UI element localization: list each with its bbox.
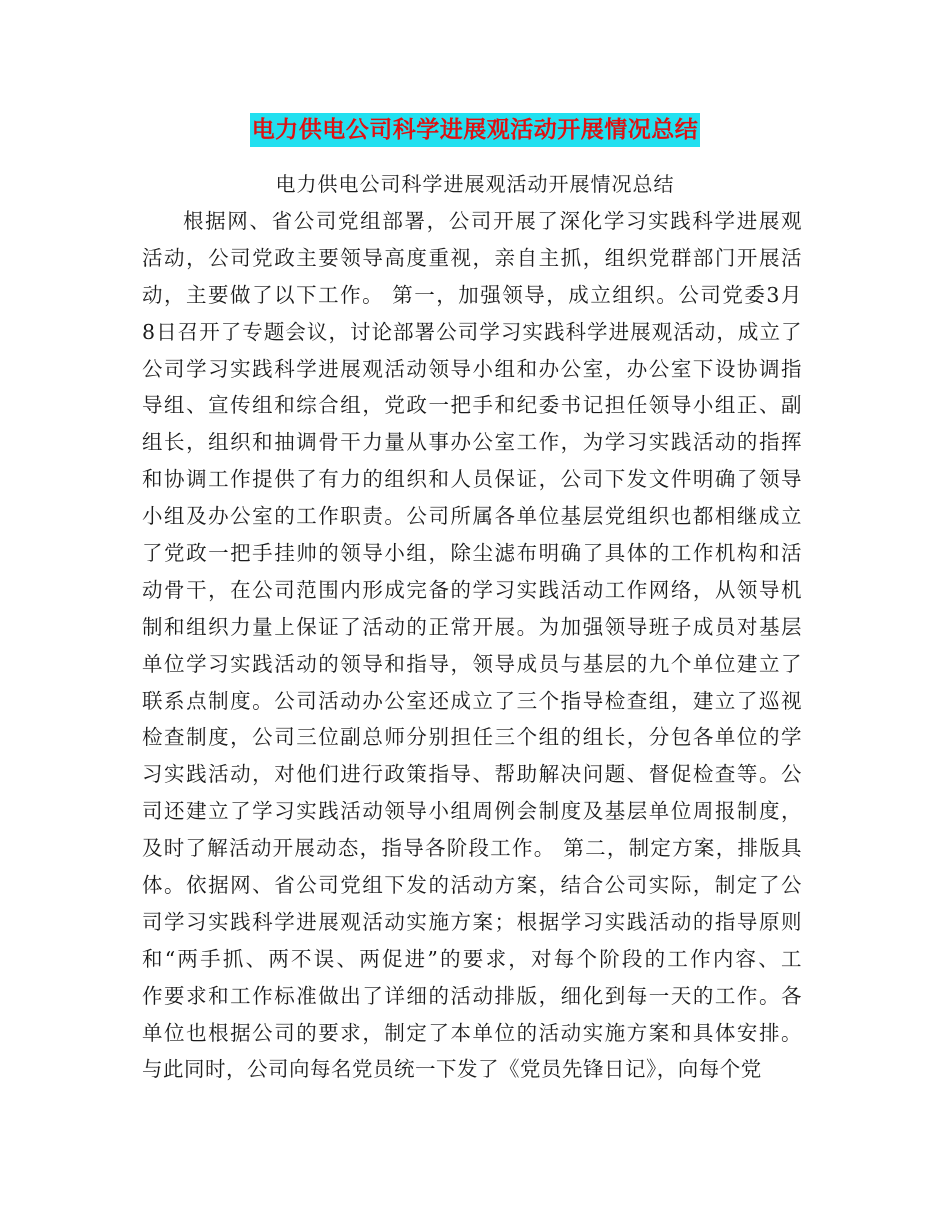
body-line: 单位学习实践活动的领导和指导，领导成员与基层的九个单位建立了 (142, 651, 802, 676)
body-line: 了党政一把手挂帅的领导小组，除尘滤布明确了具体的工作机构和活 (142, 541, 802, 566)
document-title: 电力供电公司科学进展观活动开展情况总结 (250, 113, 701, 147)
body-line: 公司学习实践科学进展观活动领导小组和办公室，办公室下设协调指 (142, 356, 802, 381)
body-line: 体。依据网、省公司党组下发的活动方案，结合公司实际，制定了公 (142, 873, 802, 898)
body-line: 组长，组织和抽调骨干力量从事办公室工作，为学习实践活动的指挥 (142, 430, 802, 455)
body-line: 8日召开了专题会议，讨论部署公司学习实践科学进展观活动，成立了 (142, 319, 802, 344)
body-line: 与此同时，公司向每名党员统一下发了《党员先锋日记》，向每个党 (142, 1057, 762, 1082)
body-line: 动骨干，在公司范围内形成完备的学习实践活动工作网络，从领导机 (142, 577, 802, 602)
body-line: 根据网、省公司党组部署，公司开展了深化学习实践科学进展观 (183, 209, 802, 233)
document-subtitle: 电力供电公司科学进展观活动开展情况总结 (275, 172, 675, 196)
body-line: 司还建立了学习实践活动领导小组周例会制度及基层单位周报制度， (142, 799, 802, 824)
body-line: 检查制度，公司三位副总师分别担任三个组的组长，分包各单位的学 (142, 725, 802, 750)
document-body (142, 203, 802, 1088)
body-line: 单位也根据公司的要求，制定了本单位的活动实施方案和具体安排。 (142, 1020, 802, 1045)
body-line: 司学习实践科学进展观活动实施方案；根据学习实践活动的指导原则 (142, 909, 802, 934)
body-line: 动，主要做了以下工作。 第一，加强领导，成立组织。公司党委3月 (142, 282, 802, 307)
body-line: 导组、宣传组和综合组，党政一把手和纪委书记担任领导小组正、副 (142, 393, 802, 418)
body-line: 小组及办公室的工作职责。公司所属各单位基层党组织也都相继成立 (142, 504, 802, 529)
body-line: 制和组织力量上保证了活动的正常开展。为加强领导班子成员对基层 (142, 614, 802, 639)
body-line: 和协调工作提供了有力的组织和人员保证，公司下发文件明确了领导 (142, 467, 802, 492)
body-line: 及时了解活动开展动态，指导各阶段工作。 第二，制定方案，排版具 (142, 836, 802, 861)
body-line: 联系点制度。公司活动办公室还成立了三个指导检查组，建立了巡视 (142, 688, 802, 713)
title-container (0, 113, 950, 147)
body-line: 活动，公司党政主要领导高度重视，亲自主抓，组织党群部门开展活 (142, 245, 802, 270)
body-line: 作要求和工作标准做出了详细的活动排版，细化到每一天的工作。各 (142, 983, 802, 1008)
body-line: 和“两手抓、两不误、两促进”的要求，对每个阶段的工作内容、工 (142, 946, 802, 971)
body-line: 习实践活动，对他们进行政策指导、帮助解决问题、督促检查等。公 (142, 762, 802, 787)
